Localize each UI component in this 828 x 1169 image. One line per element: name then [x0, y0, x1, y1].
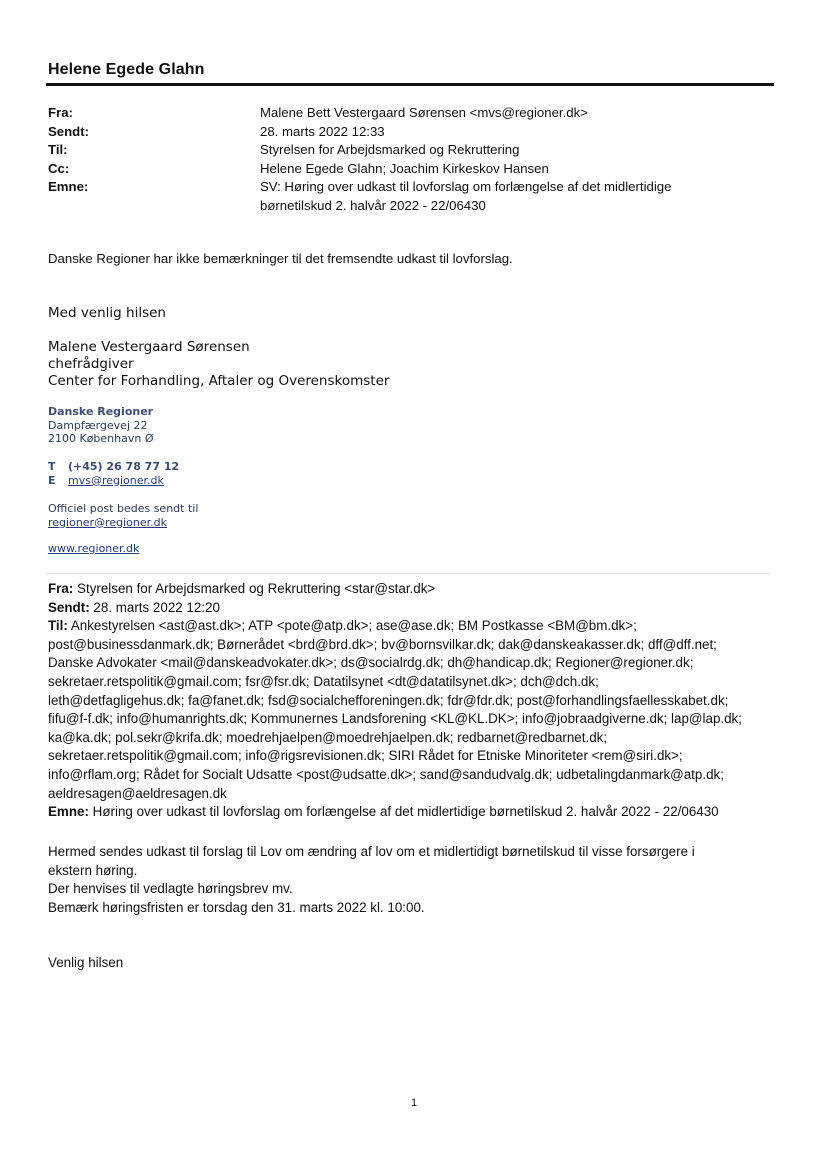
signature-name: Malene Vestergaard Sørensen	[48, 339, 250, 355]
forwarded-from-label: Fra:	[48, 581, 74, 596]
contact-info	[48, 460, 179, 487]
forwarded-body	[48, 843, 774, 917]
page-title: Helene Egede Glahn	[48, 61, 205, 78]
header-label: Til:	[48, 142, 68, 157]
subject-line: børnetilskud 2. halvår 2022 - 22/06430	[260, 197, 486, 213]
header-value	[260, 178, 768, 215]
subject-line: SV: Høring over udkast til lovforslag om forlængelse af det midlertidige	[260, 179, 672, 194]
divider	[46, 573, 770, 574]
forwarded-sent	[48, 599, 774, 618]
header-value: 28. marts 2022 12:33	[260, 123, 385, 139]
official-email-link[interactable]: regioner@regioner.dk	[48, 515, 167, 529]
email-line	[48, 474, 179, 488]
header-value: Helene Egede Glahn; Joachim Kirkeskov Hansen	[260, 160, 549, 176]
header-row-sent	[48, 123, 768, 142]
recipient-line: ka@ka.dk; pol.sekr@krifa.dk; moedrehjaelpen@moedrehjaelpen.dk; redbarnet@redbarnet.dk;	[48, 729, 608, 745]
organization-address	[48, 405, 154, 446]
forwarded-subject-value: Høring over udkast til lovforslag om forlængelse af det midlertidige børnetilskud 2. halvår 2022 - 22/06430	[92, 804, 719, 820]
recipient-line: sekretaer.retspolitik@gmail.com; info@rigsrevisionen.dk; SIRI Rådet for Etniske Minoriteter <rem@siri.dk>;	[48, 748, 683, 764]
recipient-line: aeldresagen@aeldresagen.dk	[48, 785, 227, 801]
header-value: Malene Bett Vestergaard Sørensen <mvs@regioner.dk>	[260, 105, 588, 120]
forwarded-sent-label: Sendt:	[48, 599, 90, 615]
forwarded-header	[48, 580, 774, 822]
email-header	[48, 104, 768, 215]
signature-role: chefrådgiver	[48, 356, 134, 372]
email-key: E	[48, 473, 56, 487]
recipient-line: sekretaer.retspolitik@gmail.com; fsr@fsr.dk; Datatilsynet <dt@datatilsynet.dk>; dch@dch.dk;	[48, 673, 599, 689]
organization-name: Danske Regioner	[48, 405, 154, 418]
header-row-subject	[48, 178, 768, 215]
body-line: Der henvises til vedlagte høringsbrev mv.	[48, 881, 293, 897]
forwarded-subject-label: Emne:	[48, 804, 89, 820]
forwarded-to-label: Til:	[48, 618, 68, 634]
phone-line	[48, 460, 179, 474]
recipient-line: fifu@f-f.dk; info@humanrights.dk; Kommunernes Landsforening <KL@KL.DK>; info@jobraadgiverne.dk; lap@lap.dk;	[48, 711, 742, 727]
forwarded-to	[48, 617, 774, 803]
header-row-cc	[48, 160, 768, 179]
reply-body: Danske Regioner har ikke bemærkninger til det fremsendte udkast til lovforslag.	[48, 251, 513, 266]
website-link[interactable]: www.regioner.dk	[48, 542, 140, 555]
forwarded-from	[48, 580, 774, 599]
official-post-text: Officiel post bedes sendt til	[48, 502, 199, 515]
official-post	[48, 502, 198, 529]
forwarded-from-value: Styrelsen for Arbejdsmarked og Rekruttering <star@star.dk>	[77, 581, 436, 596]
header-label: Sendt:	[48, 123, 90, 139]
body-line: ekstern høring.	[48, 862, 138, 878]
page-number: 1	[410, 1097, 418, 1109]
recipient-line	[48, 617, 774, 636]
signature-department: Center for Forhandling, Aftaler og Overenskomster	[48, 373, 390, 389]
recipient-text: Ankestyrelsen <ast@ast.dk>; ATP <pote@atp.dk>; ase@ase.dk; BM Postkasse <BM@bm.dk>;	[70, 618, 637, 634]
recipient-line: leth@detfagligehus.dk; fa@fanet.dk; fsd@socialchefforeningen.dk; fdr@fdr.dk; post@forhandlingsfaellesskabet.dk;	[48, 692, 729, 708]
phone-number: (+45) 26 78 77 12	[68, 460, 180, 473]
header-label: Emne:	[48, 179, 89, 194]
header-label: Cc:	[48, 160, 70, 176]
phone-key: T	[48, 460, 56, 473]
organization-city: 2100 København Ø	[48, 432, 154, 445]
greeting: Med venlig hilsen	[48, 305, 166, 321]
forwarded-subject	[48, 803, 774, 822]
forwarded-sent-value: 28. marts 2022 12:20	[93, 599, 220, 615]
body-line: Bemærk høringsfristen er torsdag den 31. marts 2022 kl. 10:00.	[48, 899, 425, 915]
recipient-line: info@rflam.org; Rådet for Socialt Udsatte <post@udsatte.dk>; sand@sandudvalg.dk; udbetalingdanmark@atp.dk;	[48, 766, 724, 782]
recipient-line: Danske Advokater <mail@danskeadvokater.dk>; ds@socialrdg.dk; dh@handicap.dk; Regioner@regioner.dk;	[48, 655, 694, 671]
header-value: Styrelsen for Arbejdsmarked og Rekruttering	[260, 142, 520, 157]
header-label: Fra:	[48, 105, 73, 120]
closing: Venlig hilsen	[48, 955, 124, 970]
header-row-to	[48, 141, 768, 160]
email-link[interactable]: mvs@regioner.dk	[68, 473, 164, 487]
title-rule	[46, 83, 774, 86]
recipient-line: post@businessdanmark.dk; Børnerådet <brd@brd.dk>; bv@bornsvilkar.dk; dak@danskeakasser.dk; dff@dff.net;	[48, 636, 717, 652]
organization-street: Dampfærgevej 22	[48, 418, 148, 432]
signature	[48, 339, 389, 390]
header-row-from	[48, 104, 768, 123]
body-line: Hermed sendes udkast til forslag til Lov om ændring af lov om et midlertidigt børnetilskud til visse forsørgere i	[48, 844, 695, 859]
